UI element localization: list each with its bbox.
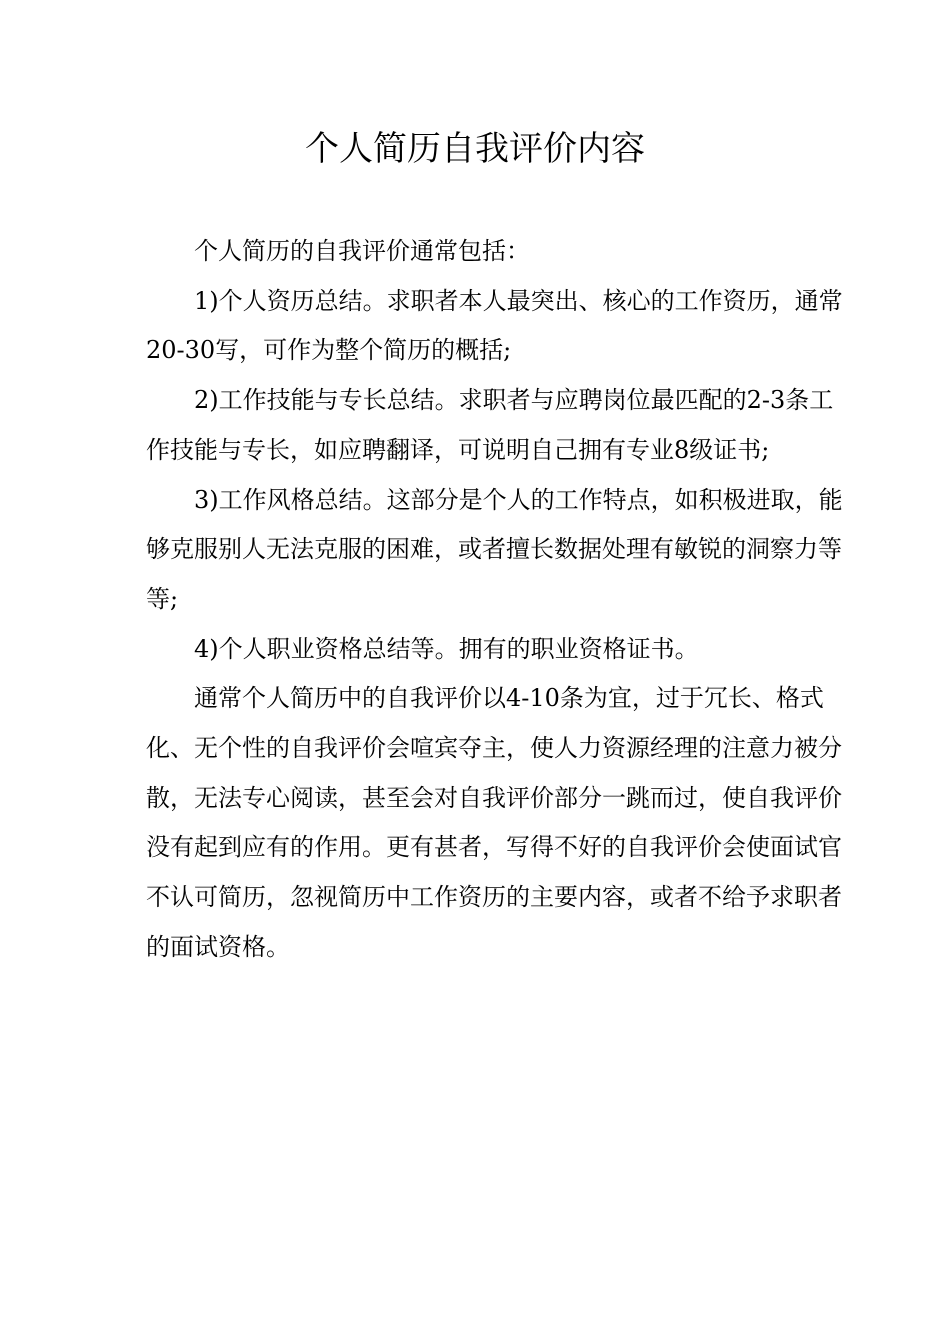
document-body bbox=[146, 227, 846, 973]
paragraph-item-4: 4)个人职业资格总结等。拥有的职业资格证书。 bbox=[194, 634, 699, 663]
paragraph-item-1: 1)个人资历总结。求职者本人最突出、核心的工作资历，通常20-30写，可作为整个简历的概括; bbox=[146, 286, 843, 365]
paragraph-item-2: 2)工作技能与专长总结。求职者与应聘岗位最匹配的2-3条工作技能与专长，如应聘翻译，可说明自己拥有专业8级证书; bbox=[146, 386, 834, 464]
document-title: 个人简历自我评价内容 bbox=[305, 129, 645, 169]
paragraph-item-3: 3)工作风格总结。这部分是个人的工作特点，如积极进取，能够克服别人无法克服的困难，或者擅长数据处理有敏锐的洞察力等等; bbox=[146, 485, 843, 613]
paragraph-intro: 个人简历的自我评价通常包括： bbox=[194, 237, 530, 265]
paragraph-conclusion: 通常个人简历中的自我评价以4-10条为宜，过于冗长、格式化、无个性的自我评价会喧宾夺主，使人力资源经理的注意力被分散，无法专心阅读，甚至会对自我评价部分一跳而过，使自我评价没有起到应有的作用。更有甚者，写得不好的自我评价会使面试官不认可简历，忽视简历中工作资历的主要内容，或者不给予求职者的面试资格。 bbox=[146, 684, 842, 961]
